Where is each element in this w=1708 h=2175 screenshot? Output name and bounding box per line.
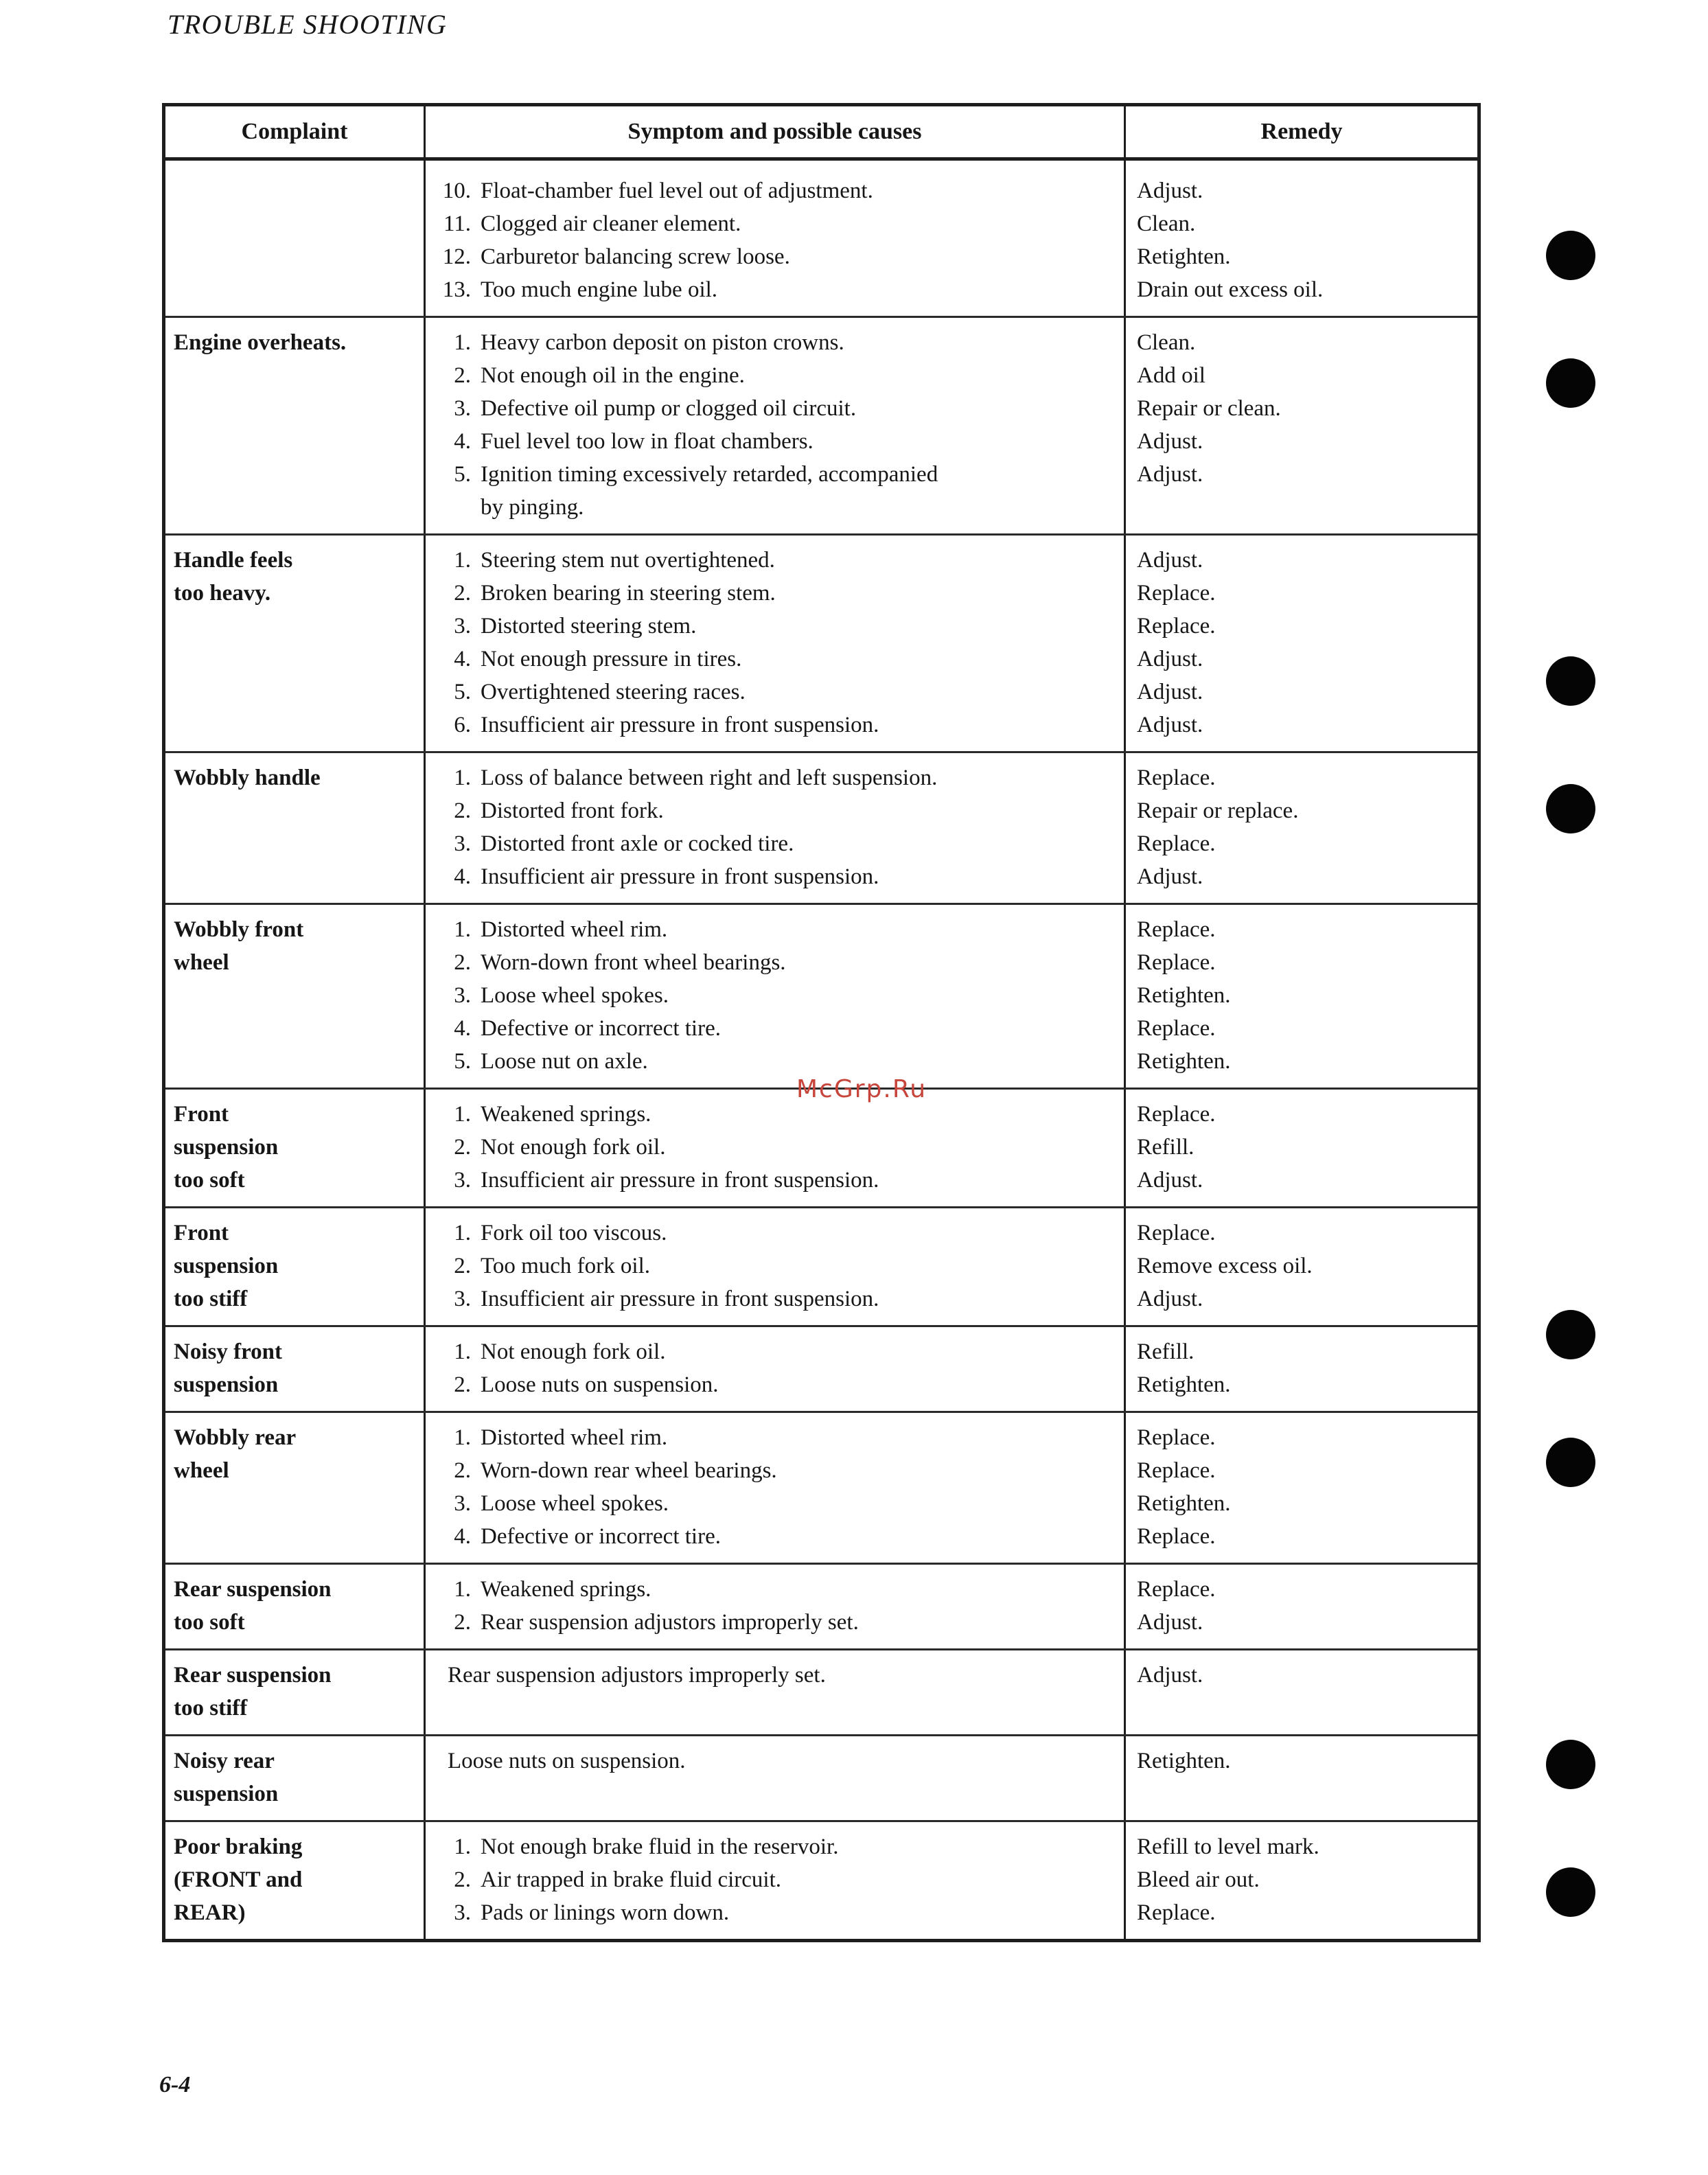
cause-line — [435, 1520, 1114, 1553]
cause-text: Rear suspension adjustors improperly set. — [448, 1663, 826, 1688]
table-row — [164, 317, 1479, 535]
cause-line — [435, 913, 1114, 946]
page-title: TROUBLE SHOOTING — [168, 9, 448, 40]
complaint-text: wheel — [174, 1458, 229, 1483]
remedy-text: Drain out excess oil. — [1137, 277, 1324, 302]
remedy-text: Adjust. — [1137, 1663, 1203, 1688]
cause-line — [435, 709, 1114, 741]
remedy-text: Replace. — [1137, 1900, 1216, 1925]
remedy-text: Retighten. — [1137, 1491, 1231, 1516]
cause-number: 2. — [454, 1610, 471, 1635]
cause-number: 1. — [454, 917, 471, 942]
remedy-text: Adjust. — [1137, 429, 1203, 454]
complaint-cell — [164, 535, 425, 752]
cause-text: Rear suspension adjustors improperly set. — [481, 1610, 859, 1635]
table-body — [164, 159, 1479, 1941]
complaint-text: suspension — [174, 1135, 279, 1160]
binder-hole-icon — [1546, 358, 1595, 408]
remedy-text: Replace. — [1137, 1102, 1216, 1127]
complaint-text: Noisy rear — [174, 1749, 275, 1773]
cause-number: 4. — [454, 1524, 471, 1549]
cause-number: 5. — [454, 1049, 471, 1074]
remedy-text: Adjust. — [1137, 462, 1203, 487]
cause-number: 2. — [454, 1135, 471, 1160]
table — [162, 103, 1481, 1942]
remedy-text: Retighten. — [1137, 1049, 1231, 1074]
cause-number: 1. — [454, 1102, 471, 1127]
cause-line — [435, 458, 1114, 491]
cause-text: Heavy carbon deposit on piston crowns. — [481, 330, 844, 355]
remedy-text: Repair or clean. — [1137, 396, 1281, 421]
complaint-cell — [164, 1650, 425, 1736]
cause-line — [435, 359, 1114, 392]
cause-line — [435, 392, 1114, 425]
table-row — [164, 1208, 1479, 1326]
complaint-text: Noisy front — [174, 1339, 282, 1364]
causes-cell — [425, 1412, 1125, 1564]
cause-text: Too much fork oil. — [481, 1254, 650, 1278]
cause-number: 5. — [454, 680, 471, 704]
remedy-text: Adjust. — [1137, 713, 1203, 737]
cause-text: Worn-down rear wheel bearings. — [481, 1458, 777, 1483]
cause-line — [435, 794, 1114, 827]
complaint-text: Wobbly front — [174, 917, 304, 942]
causes-cell — [425, 1326, 1125, 1412]
cause-number: 4. — [454, 1016, 471, 1041]
cause-text: Clogged air cleaner element. — [481, 211, 741, 236]
cause-number: 5. — [454, 462, 471, 487]
binder-hole-icon — [1546, 231, 1595, 280]
remedy-text: Retighten. — [1137, 983, 1231, 1008]
cause-text: Loss of balance between right and left suspension. — [481, 766, 938, 790]
cause-number: 3. — [454, 1168, 471, 1193]
remedy-text: Replace. — [1137, 1425, 1216, 1450]
remedy-text: Replace. — [1137, 917, 1216, 942]
complaint-cell — [164, 1564, 425, 1650]
table-header-row — [164, 105, 1479, 159]
cause-line — [435, 1454, 1114, 1487]
table-row — [164, 1821, 1479, 1941]
remedy-cell — [1125, 1412, 1479, 1564]
cause-line — [435, 1250, 1114, 1282]
cause-text: Not enough pressure in tires. — [481, 647, 742, 671]
cause-number — [435, 491, 481, 524]
remedy-text: Adjust. — [1137, 864, 1203, 889]
cause-line — [435, 946, 1114, 979]
remedy-cell — [1125, 1326, 1479, 1412]
complaint-text: Wobbly rear — [174, 1425, 297, 1450]
causes-cell — [425, 1821, 1125, 1941]
binder-hole-icon — [1546, 1740, 1595, 1789]
cause-line — [435, 240, 1114, 273]
remedy-cell — [1125, 1208, 1479, 1326]
cause-text: Fork oil too viscous. — [481, 1221, 667, 1245]
cause-number: 2. — [454, 798, 471, 823]
cause-text: Float-chamber fuel level out of adjustment. — [481, 179, 873, 203]
cause-number: 2. — [454, 1458, 471, 1483]
cause-text: Loose nuts on suspension. — [481, 1372, 719, 1397]
cause-line — [435, 1659, 1114, 1692]
remedy-text: Adjust. — [1137, 647, 1203, 671]
cause-text: Distorted front axle or cocked tire. — [481, 831, 794, 856]
complaint-cell — [164, 1089, 425, 1208]
cause-text: Distorted wheel rim. — [481, 917, 668, 942]
complaint-text: too heavy. — [174, 581, 271, 606]
cause-line — [435, 544, 1114, 577]
remedy-cell — [1125, 904, 1479, 1089]
remedy-text: Refill to level mark. — [1137, 1834, 1319, 1859]
complaint-cell — [164, 1326, 425, 1412]
remedy-text: Clean. — [1137, 211, 1196, 236]
cause-number: 6. — [454, 713, 471, 737]
cause-text: Defective oil pump or clogged oil circuit. — [481, 396, 857, 421]
complaint-cell — [164, 904, 425, 1089]
complaint-cell — [164, 1412, 425, 1564]
remedy-cell — [1125, 1736, 1479, 1821]
cause-text: Loose wheel spokes. — [481, 1491, 669, 1516]
cause-line — [435, 1421, 1114, 1454]
remedy-text: Adjust. — [1137, 680, 1203, 704]
cause-line — [435, 1606, 1114, 1639]
cause-number: 2. — [454, 1867, 471, 1892]
table-row — [164, 1564, 1479, 1650]
cause-text: Distorted steering stem. — [481, 614, 697, 638]
cause-number: 1. — [454, 548, 471, 573]
cause-number: 2. — [454, 1254, 471, 1278]
complaint-text: Front — [174, 1221, 229, 1245]
complaint-text: too soft — [174, 1168, 245, 1193]
complaint-cell — [164, 159, 425, 317]
cause-text: by pinging. — [481, 495, 584, 520]
table-row — [164, 904, 1479, 1089]
complaint-text: too stiff — [174, 1287, 248, 1311]
cause-line — [435, 1368, 1114, 1401]
cause-number: 2. — [454, 1372, 471, 1397]
cause-line — [435, 860, 1114, 893]
causes-cell — [425, 1208, 1125, 1326]
complaint-cell — [164, 752, 425, 904]
remedy-cell — [1125, 752, 1479, 904]
causes-cell — [425, 535, 1125, 752]
causes-cell — [425, 1736, 1125, 1821]
cause-text: Broken bearing in steering stem. — [481, 581, 776, 606]
cause-text: Loose wheel spokes. — [481, 983, 669, 1008]
cause-number: 1. — [454, 766, 471, 790]
cause-line — [435, 577, 1114, 610]
cause-number: 4. — [454, 647, 471, 671]
cause-text: Insufficient air pressure in front suspension. — [481, 864, 879, 889]
remedy-text: Replace. — [1137, 831, 1216, 856]
remedy-text: Repair or replace. — [1137, 798, 1299, 823]
cause-number: 3. — [454, 614, 471, 638]
remedy-text: Adjust. — [1137, 1610, 1203, 1635]
cause-line — [435, 491, 1114, 524]
cause-number: 2. — [454, 950, 471, 975]
remedy-text: Replace. — [1137, 766, 1216, 790]
complaint-cell — [164, 1821, 425, 1941]
cause-text: Loose nut on axle. — [481, 1049, 648, 1074]
binder-hole-icon — [1546, 784, 1595, 833]
remedy-text: Bleed air out. — [1137, 1867, 1260, 1892]
remedy-text: Replace. — [1137, 1577, 1216, 1602]
cause-number: 3. — [454, 831, 471, 856]
cause-line — [435, 1217, 1114, 1250]
table-row — [164, 159, 1479, 317]
causes-cell — [425, 752, 1125, 904]
cause-text: Insufficient air pressure in front suspension. — [481, 1168, 879, 1193]
remedy-cell — [1125, 1564, 1479, 1650]
table-row — [164, 1326, 1479, 1412]
cause-number: 1. — [454, 1425, 471, 1450]
remedy-text: Replace. — [1137, 581, 1216, 606]
cause-number: 1. — [454, 1339, 471, 1364]
remedy-text: Clean. — [1137, 330, 1196, 355]
binder-hole-icon — [1546, 656, 1595, 706]
cause-text: Not enough oil in the engine. — [481, 363, 745, 388]
cause-line — [435, 1830, 1114, 1863]
remedy-text: Adjust. — [1137, 1168, 1203, 1193]
binder-hole-icon — [1546, 1438, 1595, 1487]
watermark: McGrp.Ru — [796, 1075, 927, 1103]
cause-line — [435, 425, 1114, 458]
column-header-causes: Symptom and possible causes — [425, 105, 1125, 159]
cause-text: Ignition timing excessively retarded, accompanied — [481, 462, 938, 487]
cause-line — [435, 643, 1114, 676]
remedy-cell — [1125, 1650, 1479, 1736]
cause-number: 1. — [454, 1834, 471, 1859]
cause-number: 2. — [454, 363, 471, 388]
cause-line — [435, 827, 1114, 860]
cause-number: 3. — [454, 396, 471, 421]
cause-text: Too much engine lube oil. — [481, 277, 718, 302]
complaint-text: Rear suspension — [174, 1663, 332, 1688]
cause-text: Insufficient air pressure in front suspension. — [481, 1287, 879, 1311]
cause-line — [435, 1282, 1114, 1315]
cause-number: 4. — [454, 429, 471, 454]
remedy-cell — [1125, 159, 1479, 317]
complaint-text: suspension — [174, 1372, 279, 1397]
causes-cell — [425, 1650, 1125, 1736]
cause-number: 3. — [454, 1287, 471, 1311]
complaint-text: REAR) — [174, 1900, 246, 1925]
complaint-cell — [164, 1208, 425, 1326]
remedy-text: Refill. — [1137, 1339, 1195, 1364]
binder-hole-icon — [1546, 1867, 1595, 1917]
remedy-text: Add oil — [1137, 363, 1205, 388]
remedy-text: Replace. — [1137, 1524, 1216, 1549]
cause-text: Air trapped in brake fluid circuit. — [481, 1867, 782, 1892]
complaint-cell — [164, 1736, 425, 1821]
cause-number: 2. — [454, 581, 471, 606]
cause-number: 1. — [454, 330, 471, 355]
remedy-text: Adjust. — [1137, 548, 1203, 573]
cause-number: 3. — [454, 1900, 471, 1925]
column-header-remedy: Remedy — [1125, 105, 1479, 159]
causes-cell — [425, 1089, 1125, 1208]
cause-line — [435, 979, 1114, 1012]
cause-line — [435, 1131, 1114, 1164]
remedy-text: Adjust. — [1137, 179, 1203, 203]
cause-text: Loose nuts on suspension. — [448, 1749, 686, 1773]
table-row — [164, 1412, 1479, 1564]
cause-line — [435, 1335, 1114, 1368]
cause-number: 12. — [442, 244, 471, 269]
remedy-text — [1135, 491, 1468, 524]
binder-hole-icon — [1546, 1310, 1595, 1359]
complaint-text: (FRONT and — [174, 1867, 303, 1892]
cause-line — [435, 1045, 1114, 1078]
complaint-text: Rear suspension — [174, 1577, 332, 1602]
column-header-complaint: Complaint — [164, 105, 425, 159]
causes-cell — [425, 1564, 1125, 1650]
table-row — [164, 1736, 1479, 1821]
cause-line — [435, 273, 1114, 306]
cause-number: 3. — [454, 983, 471, 1008]
remedy-text: Replace. — [1137, 614, 1216, 638]
cause-line — [435, 1164, 1114, 1197]
cause-text: Weakened springs. — [481, 1102, 651, 1127]
cause-text: Worn-down front wheel bearings. — [481, 950, 786, 975]
troubleshooting-table — [162, 103, 1477, 1942]
table-row — [164, 752, 1479, 904]
cause-number: 11. — [443, 211, 471, 236]
cause-line — [435, 1573, 1114, 1606]
table-row — [164, 535, 1479, 752]
complaint-text: suspension — [174, 1782, 279, 1806]
remedy-text: Refill. — [1137, 1135, 1195, 1160]
remedy-text: Replace. — [1137, 950, 1216, 975]
cause-line — [435, 1745, 1114, 1777]
complaint-text: too stiff — [174, 1696, 248, 1721]
remedy-text: Retighten. — [1137, 1749, 1231, 1773]
cause-text: Distorted wheel rim. — [481, 1425, 668, 1450]
cause-number: 13. — [442, 277, 471, 302]
cause-line — [435, 1863, 1114, 1896]
complaint-text: too soft — [174, 1610, 245, 1635]
cause-number: 3. — [454, 1491, 471, 1516]
cause-line — [435, 761, 1114, 794]
cause-line — [435, 1098, 1114, 1131]
remedy-text: Adjust. — [1137, 1287, 1203, 1311]
complaint-text: Wobbly handle — [174, 766, 321, 790]
cause-number: 10. — [442, 179, 471, 203]
complaint-text: Engine overheats. — [174, 330, 347, 355]
cause-text: Steering stem nut overtightened. — [481, 548, 775, 573]
cause-text: Fuel level too low in float chambers. — [481, 429, 813, 454]
page-number: 6-4 — [159, 2072, 191, 2097]
cause-text: Not enough fork oil. — [481, 1135, 666, 1160]
table-row — [164, 1650, 1479, 1736]
cause-line — [435, 1487, 1114, 1520]
cause-number: 1. — [454, 1221, 471, 1245]
cause-line — [435, 676, 1114, 709]
table-row — [164, 1089, 1479, 1208]
complaint-text: suspension — [174, 1254, 279, 1278]
cause-text: Overtightened steering races. — [481, 680, 746, 704]
remedy-text: Retighten. — [1137, 244, 1231, 269]
complaint-text: wheel — [174, 950, 229, 975]
cause-line — [435, 610, 1114, 643]
cause-text: Insufficient air pressure in front suspension. — [481, 713, 879, 737]
cause-text: Pads or linings worn down. — [481, 1900, 730, 1925]
cause-text: Carburetor balancing screw loose. — [481, 244, 790, 269]
cause-text: Distorted front fork. — [481, 798, 664, 823]
remedy-cell — [1125, 1821, 1479, 1941]
causes-cell — [425, 904, 1125, 1089]
remedy-cell — [1125, 535, 1479, 752]
cause-line — [435, 174, 1114, 207]
remedy-text: Remove excess oil. — [1137, 1254, 1313, 1278]
cause-text: Weakened springs. — [481, 1577, 651, 1602]
causes-cell — [425, 317, 1125, 535]
cause-text: Defective or incorrect tire. — [481, 1524, 721, 1549]
cause-number: 1. — [454, 1577, 471, 1602]
cause-text: Not enough brake fluid in the reservoir. — [481, 1834, 839, 1859]
remedy-text: Replace. — [1137, 1221, 1216, 1245]
remedy-cell — [1125, 317, 1479, 535]
complaint-text: Poor braking — [174, 1834, 303, 1859]
cause-text: Not enough fork oil. — [481, 1339, 666, 1364]
cause-number: 4. — [454, 864, 471, 889]
complaint-text: Handle feels — [174, 548, 293, 573]
complaint-cell — [164, 317, 425, 535]
causes-cell — [425, 159, 1125, 317]
cause-line — [435, 1896, 1114, 1929]
remedy-cell — [1125, 1089, 1479, 1208]
cause-line — [435, 326, 1114, 359]
cause-line — [435, 207, 1114, 240]
cause-line — [435, 1012, 1114, 1045]
remedy-text: Replace. — [1137, 1016, 1216, 1041]
cause-text: Defective or incorrect tire. — [481, 1016, 721, 1041]
remedy-text: Replace. — [1137, 1458, 1216, 1483]
complaint-text: Front — [174, 1102, 229, 1127]
remedy-text: Retighten. — [1137, 1372, 1231, 1397]
